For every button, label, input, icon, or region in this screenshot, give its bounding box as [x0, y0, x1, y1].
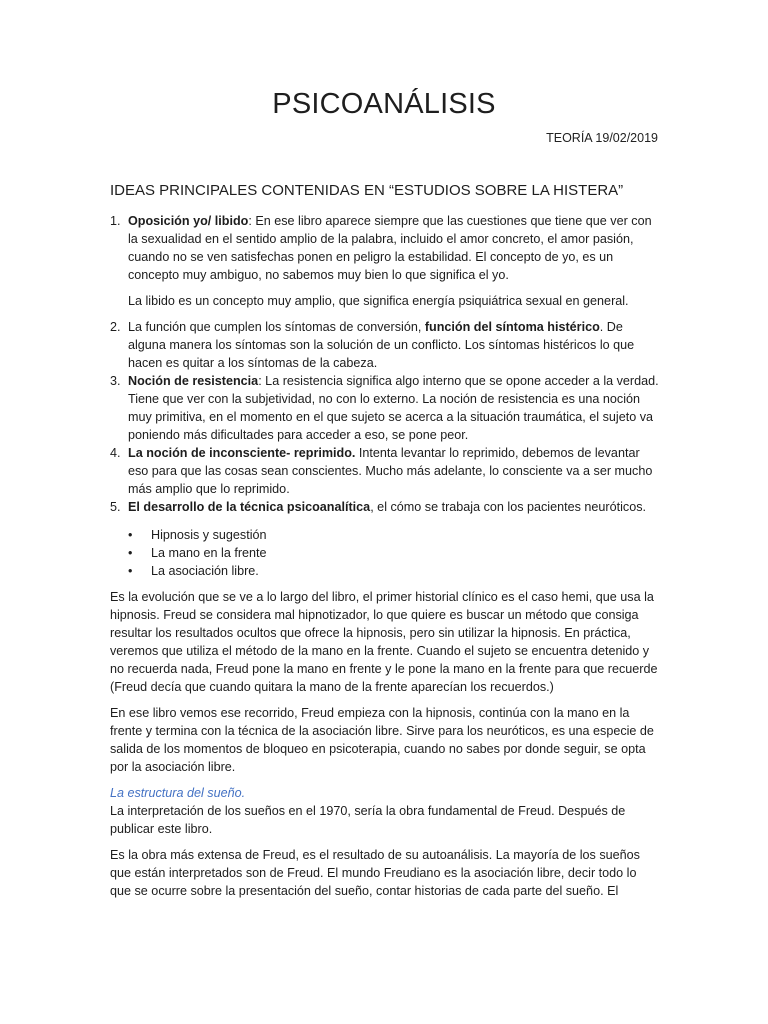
document-date: TEORÍA 19/02/2019 — [546, 131, 658, 145]
bullet-text: La asociación libre. — [151, 564, 259, 578]
list-item-note: La libido es un concepto muy amplio, que significa energía psiquiátrica sexual en general. — [128, 294, 629, 308]
body-paragraph: En ese libro vemos ese recorrido, Freud empieza con la hipnosis, continúa con la mano en la frente y termina con la técnica de la asociación libre. Sirve para los neuróticos, es una especie de salida de los momentos de bloqueo en psicoterapia, cuando no sabes por donde seguir, se opta por la asociación libre. — [110, 706, 654, 774]
list-text — [128, 372, 660, 444]
list-item-body: : En ese libro aparece siempre que las cuestiones que tiene que ver con la sexualidad en el sentido amplio de la palabra, incluido el amor concreto, el amor pasión, cuando no se ven satisfechas ponen en peligro la estabilidad. El concepto de yo, es un concepto muy ambiguo, no sabemos muy bien lo que significa el yo. — [128, 214, 652, 282]
document-title: PSICOANÁLISIS — [272, 88, 496, 120]
bullet-item — [128, 544, 660, 562]
list-item-term: El desarrollo de la técnica psicoanalítica — [128, 500, 371, 514]
body-paragraph: Es la obra más extensa de Freud, es el resultado de su autoanálisis. La mayoría de los sueños que están interpretados son de Freud. El mundo Freudiano es la asociación libre, decir todo lo que se ocurre sobre la presentación del sueño, contar historias de cada parte del sueño. El — [110, 848, 640, 898]
list-item — [110, 372, 660, 444]
bullet-list — [128, 526, 660, 580]
list-item — [110, 318, 660, 372]
list-number: 3. — [110, 374, 121, 388]
list-item-body: , el cómo se trabaja con los pacientes neuróticos. — [370, 500, 647, 514]
document-body — [110, 212, 660, 900]
list-item-body: : La resistencia significa algo interno que se opone acceder a la verdad. Tiene que ver con la subjetividad, no con lo externo. La noción de resistencia es una noción muy primitiva, en el momento en el que sujeto se acerca a la situación traumática, el sujeto va poniendo más dificultades para acceder a eso, se pone peor. — [128, 374, 659, 442]
list-text — [128, 212, 660, 284]
bullet-dot-icon: • — [128, 546, 133, 560]
list-item-term: función del síntoma histérico — [424, 320, 600, 334]
list-number: 5. — [110, 500, 121, 514]
list-item-term: Noción de resistencia — [128, 374, 259, 388]
list-item-term: La noción de inconsciente- reprimido. — [128, 446, 356, 460]
list-item-body: Intenta levantar lo reprimido, debemos de levantar eso para que las cosas sean conscientes. Mucho más adelante, lo consciente va a ser mucho más amplio que lo reprimido. — [128, 446, 653, 496]
list-item-body: . De alguna manera los síntomas son la solución de un conflicto. Los síntomas histéricos lo que hacen es quitar a los síntomas de la cabeza. — [128, 320, 635, 370]
body-paragraph: Es la evolución que se ve a lo largo del libro, el primer historial clínico es el caso hemi, que usa la hipnosis. Freud se considera mal hipnotizador, lo que quiere es buscar un método que consiga resultar los resultados ocultos que ofrece la hipnosis, pero sin utilizar la hipnosis. En práctica, veremos que utiliza el método de la mano en la frente. Cuando el sujeto se encuentra detenido y no recuerda nada, Freud pone la mano en frente y le pone la mano en la frente para que recuerde (Freud decía que cuando quitara la mano de la frente aparecían los recuerdos.) — [110, 590, 658, 694]
list-number: 4. — [110, 446, 121, 460]
bullet-text: Hipnosis y sugestión — [151, 528, 267, 542]
list-number: 1. — [110, 214, 121, 228]
list-item — [110, 212, 660, 284]
bullet-dot-icon: • — [128, 528, 133, 542]
bullet-dot-icon: • — [128, 564, 133, 578]
list-item — [110, 498, 660, 516]
bullet-item — [128, 562, 660, 580]
list-item-lead: La función que cumplen los síntomas de conversión, — [128, 320, 425, 334]
bullet-item — [128, 526, 660, 544]
list-text — [128, 498, 660, 516]
bullet-text: La mano en la frente — [151, 546, 267, 560]
list-number: 2. — [110, 320, 121, 334]
list-text — [128, 444, 660, 498]
body-paragraph: La interpretación de los sueños en el 1970, sería la obra fundamental de Freud. Después de publicar este libro. — [110, 804, 626, 836]
section-heading: IDEAS PRINCIPALES CONTENIDAS EN “ESTUDIOS SOBRE LA HISTERA” — [110, 182, 624, 199]
subsection-heading: La estructura del sueño. — [110, 786, 246, 800]
list-item-term: Oposición yo/ libido — [128, 214, 249, 228]
list-item — [110, 444, 660, 498]
list-text — [128, 318, 660, 372]
